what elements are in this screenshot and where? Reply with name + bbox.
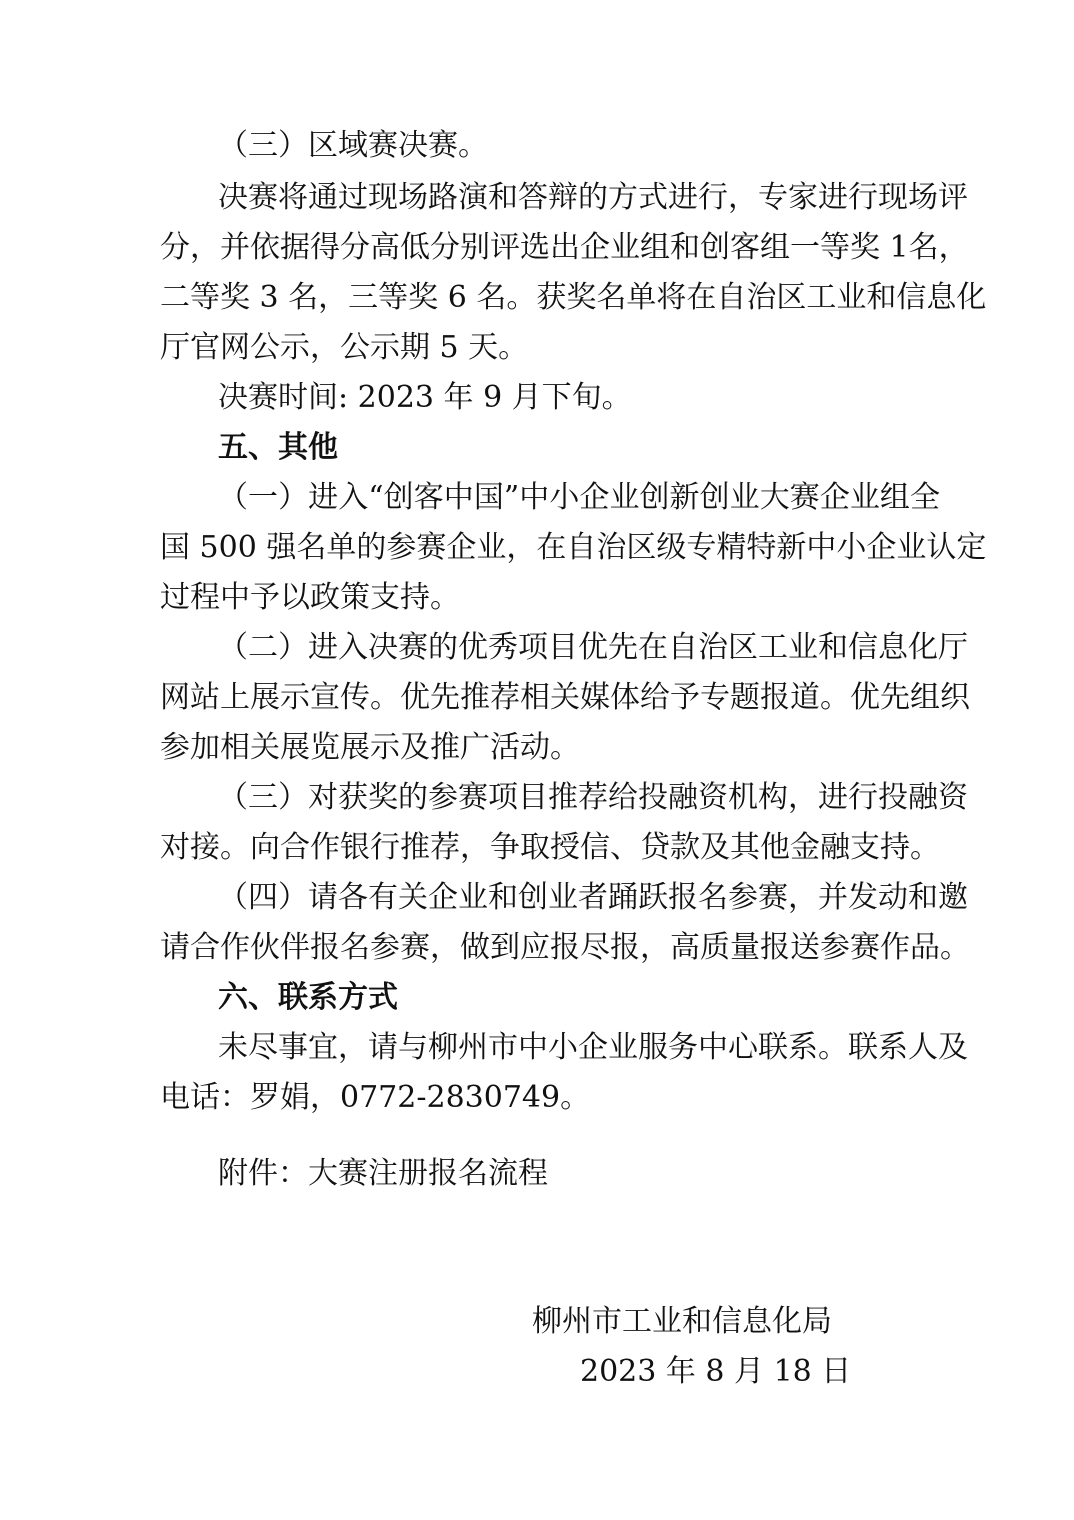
signature-organization: 柳州市工业和信息化局	[532, 1304, 832, 1339]
final-body-line-3: 二等奖 3 名，三等奖 6 名。获奖名单将在自治区工业和信息化	[160, 280, 987, 315]
other-item-2-line-2: 网站上展示宣传。优先推荐相关媒体给予专题报道。优先组织	[160, 680, 970, 715]
signature-date: 2023 年 8 月 18 日	[580, 1354, 852, 1389]
other-item-4-line-1: （四）请各有关企业和创业者踊跃报名参赛，并发动和邀	[218, 880, 968, 915]
final-body-line-1: 决赛将通过现场路演和答辩的方式进行，专家进行现场评	[218, 180, 968, 215]
attachment-note: 附件：大赛注册报名流程	[218, 1156, 548, 1191]
other-item-1-line-3: 过程中予以政策支持。	[160, 580, 460, 615]
section-final-title: （三）区域赛决赛。	[218, 128, 488, 163]
final-body-line-2: 分，并依据得分高低分别评选出企业组和创客组一等奖 1名，	[160, 230, 969, 265]
other-item-1-line-2: 国 500 强名单的参赛企业，在自治区级专精特新中小企业认定	[160, 530, 987, 565]
other-item-4-line-2: 请合作伙伴报名参赛，做到应报尽报，高质量报送参赛作品。	[160, 930, 970, 965]
contact-line-1: 未尽事宜，请与柳州市中小企业服务中心联系。联系人及	[218, 1030, 968, 1065]
contact-line-2: 电话：罗娟，0772-2830749。	[160, 1080, 591, 1115]
other-item-2-line-1: （二）进入决赛的优秀项目优先在自治区工业和信息化厅	[218, 630, 968, 665]
final-time: 决赛时间: 2023 年 9 月下旬。	[218, 380, 632, 415]
heading-other: 五、其他	[218, 430, 338, 465]
other-item-2-line-3: 参加相关展览展示及推广活动。	[160, 730, 580, 765]
other-item-3-line-2: 对接。向合作银行推荐，争取授信、贷款及其他金融支持。	[160, 830, 940, 865]
final-body-line-4: 厅官网公示，公示期 5 天。	[160, 330, 529, 365]
heading-contact: 六、联系方式	[218, 980, 398, 1015]
other-item-1-line-1: （一）进入“创客中国”中小企业创新创业大赛企业组全	[218, 480, 940, 515]
other-item-3-line-1: （三）对获奖的参赛项目推荐给投融资机构，进行投融资	[218, 780, 968, 815]
